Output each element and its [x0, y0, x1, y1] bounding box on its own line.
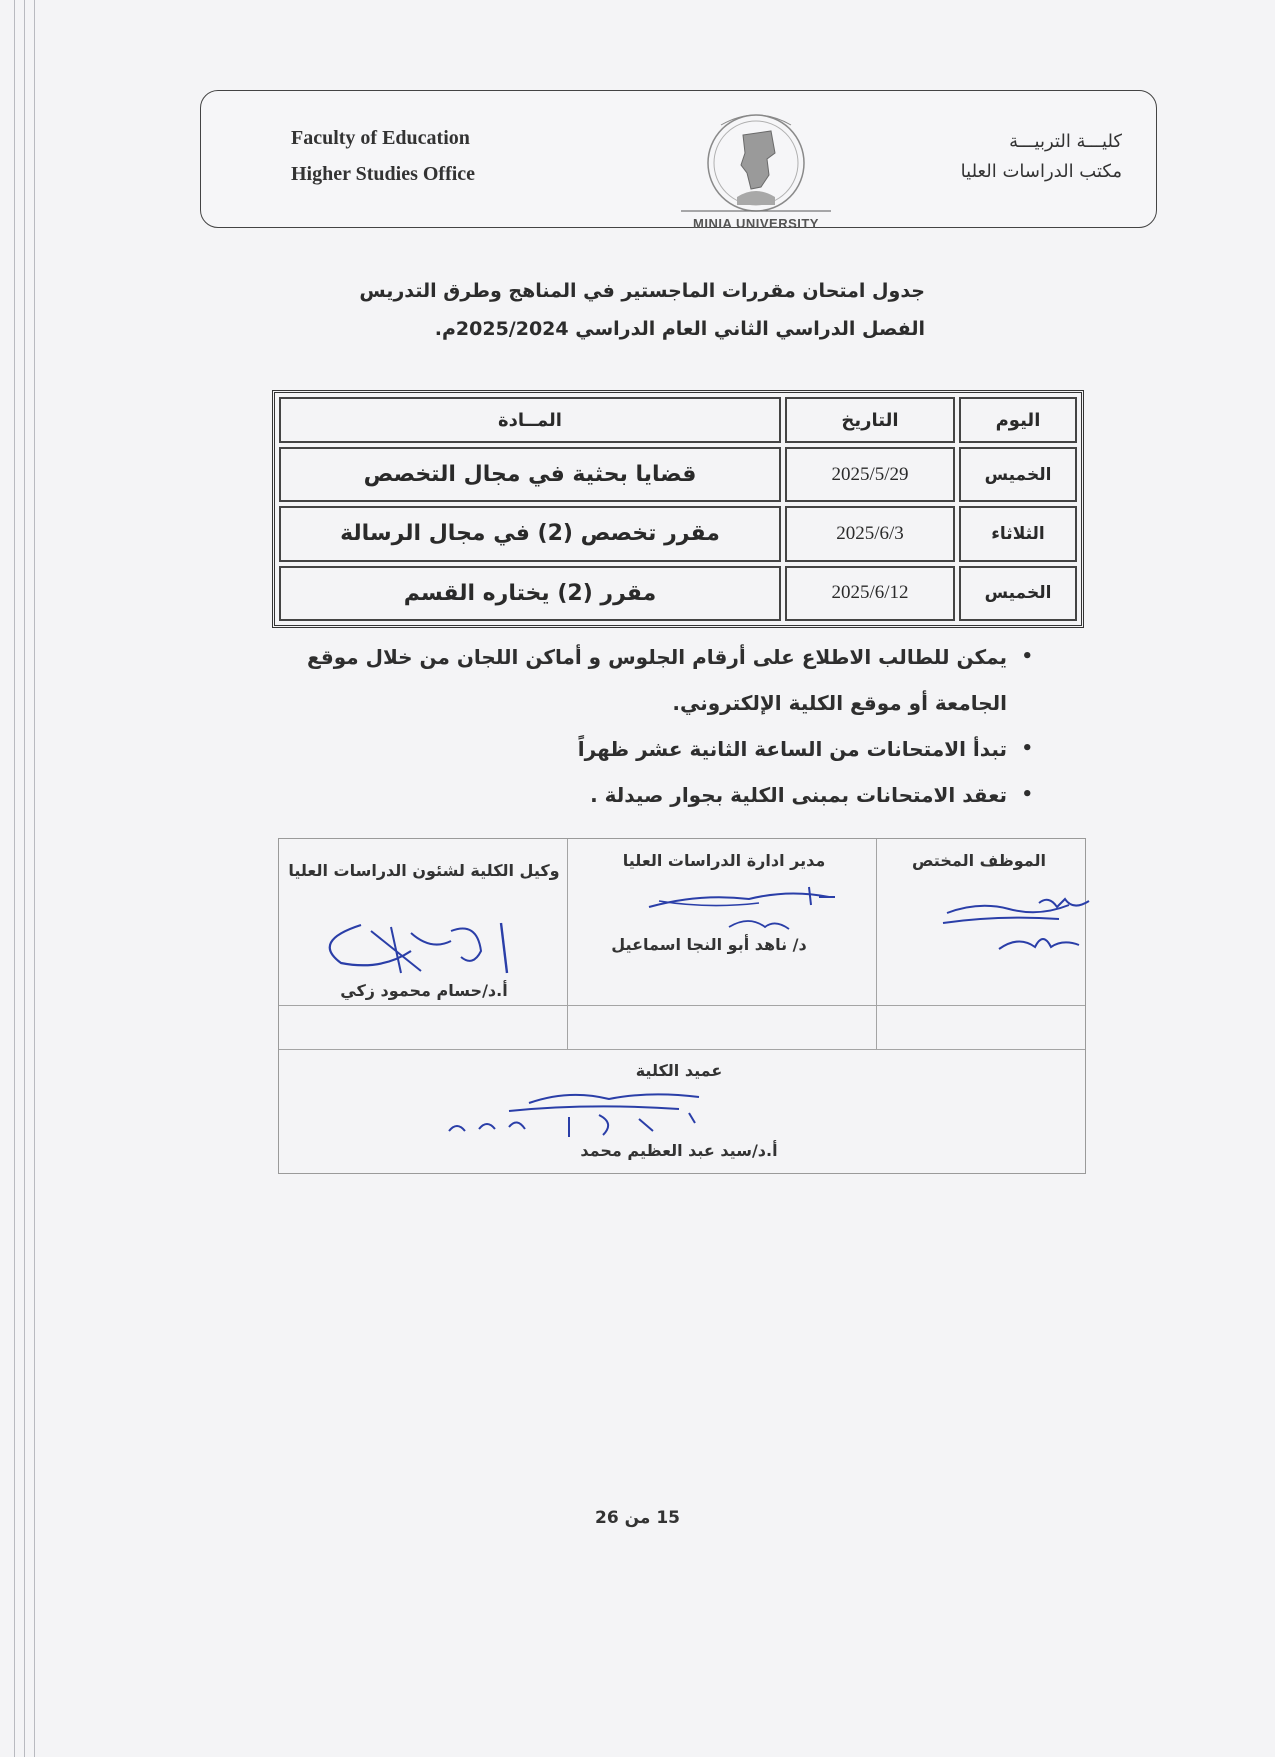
exam-subject: قضايا بحثية في مجال التخصص — [279, 447, 781, 502]
exam-subject: مقرر (2) يختاره القسم — [279, 566, 781, 621]
divider — [279, 1005, 1085, 1006]
dean-name: أ.د/سيد عبد العظيم محمد — [580, 1141, 778, 1160]
note-item: • تبدأ الامتحانات من الساعة الثانية عشر ظهراً — [300, 726, 1007, 772]
dean-title: عميد الكلية — [635, 1061, 723, 1080]
director-signature — [639, 879, 859, 939]
signature-block — [278, 838, 1086, 1174]
header-day: اليوم — [959, 397, 1077, 443]
divider — [876, 839, 877, 1049]
letterhead-english — [291, 127, 531, 199]
office-name-ar: مكتب الدراسات العليا — [960, 161, 1122, 182]
exam-day: الخميس — [959, 447, 1077, 502]
exam-day: الخميس — [959, 566, 1077, 621]
director-title: مدير ادارة الدراسات العليا — [622, 851, 826, 870]
logo-caption: MINIA UNIVERSITY — [693, 216, 819, 231]
document-subtitle: الفصل الدراسي الثاني العام الدراسي 2025/2024م. — [434, 318, 925, 340]
table-header-row — [279, 397, 1077, 443]
document-title: جدول امتحان مقررات الماجستير في المناهج وطرق التدريس — [359, 280, 925, 302]
note-item: • يمكن للطالب الاطلاع على أرقام الجلوس و أماكن اللجان من خلال موقع الجامعة أو موقع الكلية الإلكتروني. — [300, 634, 1007, 726]
exam-date: 2025/6/3 — [785, 506, 955, 561]
letterhead — [200, 90, 1157, 231]
letterhead-arabic — [882, 131, 1122, 191]
vice-dean-title: وكيل الكلية لشئون الدراسات العليا — [288, 861, 560, 880]
exam-date: 2025/6/12 — [785, 566, 955, 621]
divider — [567, 839, 568, 1049]
header-subject: المــادة — [279, 397, 781, 443]
exam-notes — [300, 634, 1035, 818]
note-item: • تعقد الامتحانات بمبنى الكلية بجوار صيدلة . — [300, 772, 1007, 818]
university-logo — [671, 101, 841, 231]
page-stack-edge — [34, 0, 35, 1757]
faculty-name-en: Faculty of Education — [291, 127, 470, 149]
page-stack-edge — [14, 0, 15, 1757]
divider — [279, 1049, 1085, 1050]
vice-dean-signature — [301, 911, 521, 991]
table-row — [279, 506, 1077, 561]
employee-signature — [939, 891, 1119, 961]
exam-schedule-table — [272, 390, 1084, 628]
header-date: التاريخ — [785, 397, 955, 443]
vice-dean-name: أ.د/حسام محمود زكي — [340, 981, 508, 1000]
director-name: د/ ناهد أبو النجا اسماعيل — [611, 935, 807, 954]
office-name-en: Higher Studies Office — [291, 163, 476, 185]
exam-day: الثلاثاء — [959, 506, 1077, 561]
page-stack-edge — [24, 0, 25, 1757]
exam-date: 2025/5/29 — [785, 447, 955, 502]
table-row — [279, 566, 1077, 621]
exam-subject: مقرر تخصص (2) في مجال الرسالة — [279, 506, 781, 561]
table-row — [279, 447, 1077, 502]
faculty-name-ar: كليـــة التربيـــة — [1009, 131, 1122, 152]
employee-title: الموظف المختص — [911, 851, 1047, 870]
nefertiti-emblem-icon — [671, 101, 841, 227]
page-number: 15 من 26 — [594, 1508, 680, 1528]
